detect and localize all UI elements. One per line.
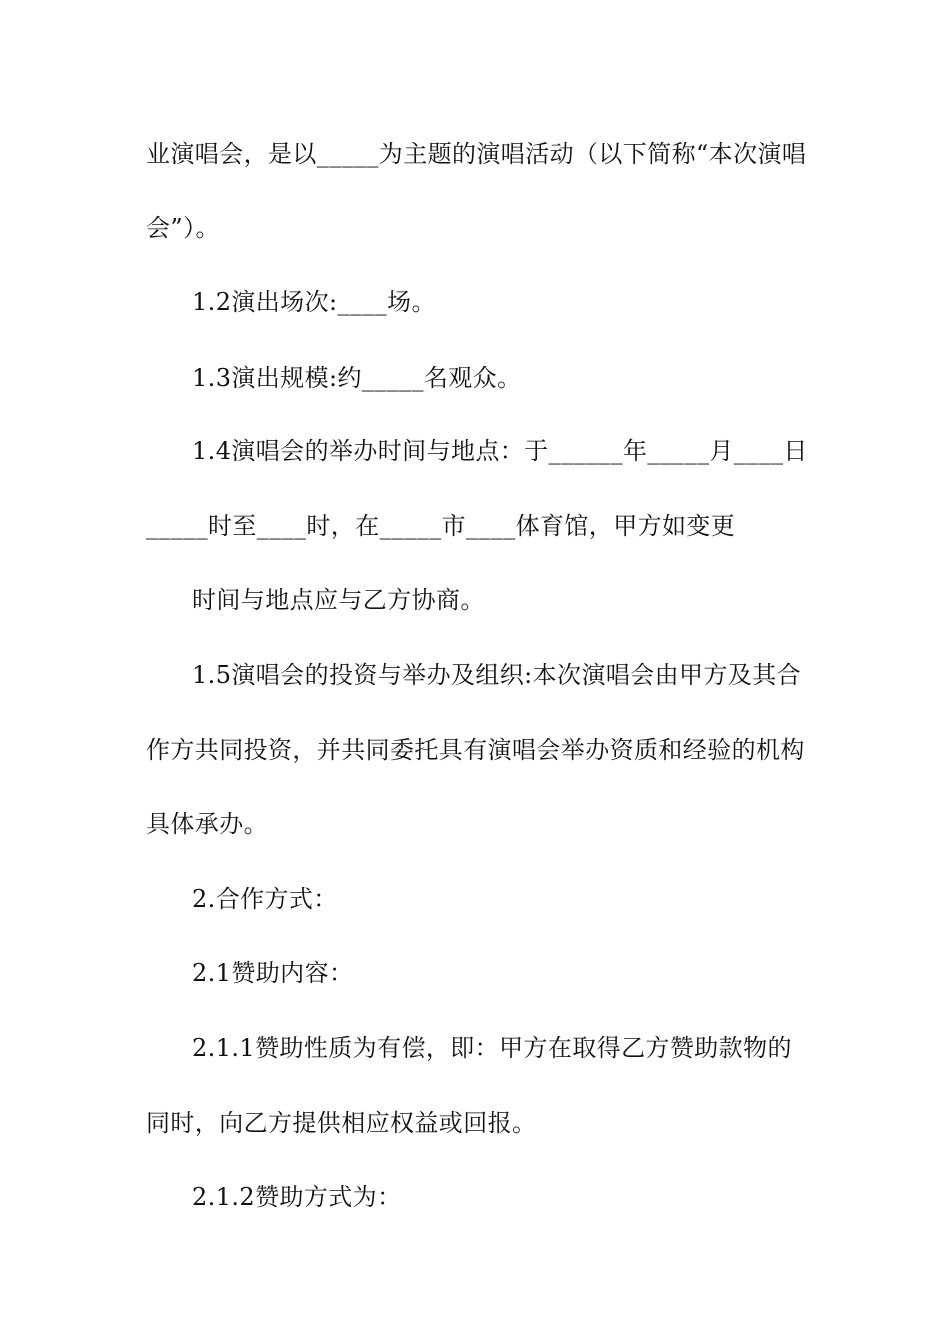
- paragraph-line: _____时至____时，在_____市____体育馆，甲方如变更: [146, 512, 736, 540]
- paragraph-line: 会”）。: [146, 214, 220, 242]
- paragraph-line: 作方共同投资，并共同委托具有演唱会举办资质和经验的机构: [146, 736, 805, 764]
- section-2-heading: 2.合作方式：: [192, 885, 338, 913]
- section-1-3-line: 1.3演出规模:约_____名观众。: [192, 364, 522, 392]
- section-2-1-heading: 2.1赞助内容：: [192, 959, 354, 987]
- section-1-5-line: 1.5演唱会的投资与举办及组织:本次演唱会由甲方及其合: [192, 661, 802, 689]
- paragraph-line: 时间与地点应与乙方协商。: [192, 586, 485, 614]
- paragraph-line: 同时，向乙方提供相应权益或回报。: [146, 1109, 537, 1137]
- paragraph-line: 业演唱会，是以_____为主题的演唱活动（以下简称“本次演唱: [146, 140, 807, 168]
- section-1-4-line: 1.4演唱会的举办时间与地点：于______年_____月____日: [192, 437, 808, 465]
- section-1-2-line: 1.2演出场次:____场。: [192, 288, 436, 316]
- paragraph-line: 具体承办。: [146, 810, 268, 838]
- section-2-1-1-line: 2.1.1赞助性质为有偿，即：甲方在取得乙方赞助款物的: [192, 1034, 792, 1062]
- section-2-1-2-line: 2.1.2赞助方式为：: [192, 1183, 402, 1211]
